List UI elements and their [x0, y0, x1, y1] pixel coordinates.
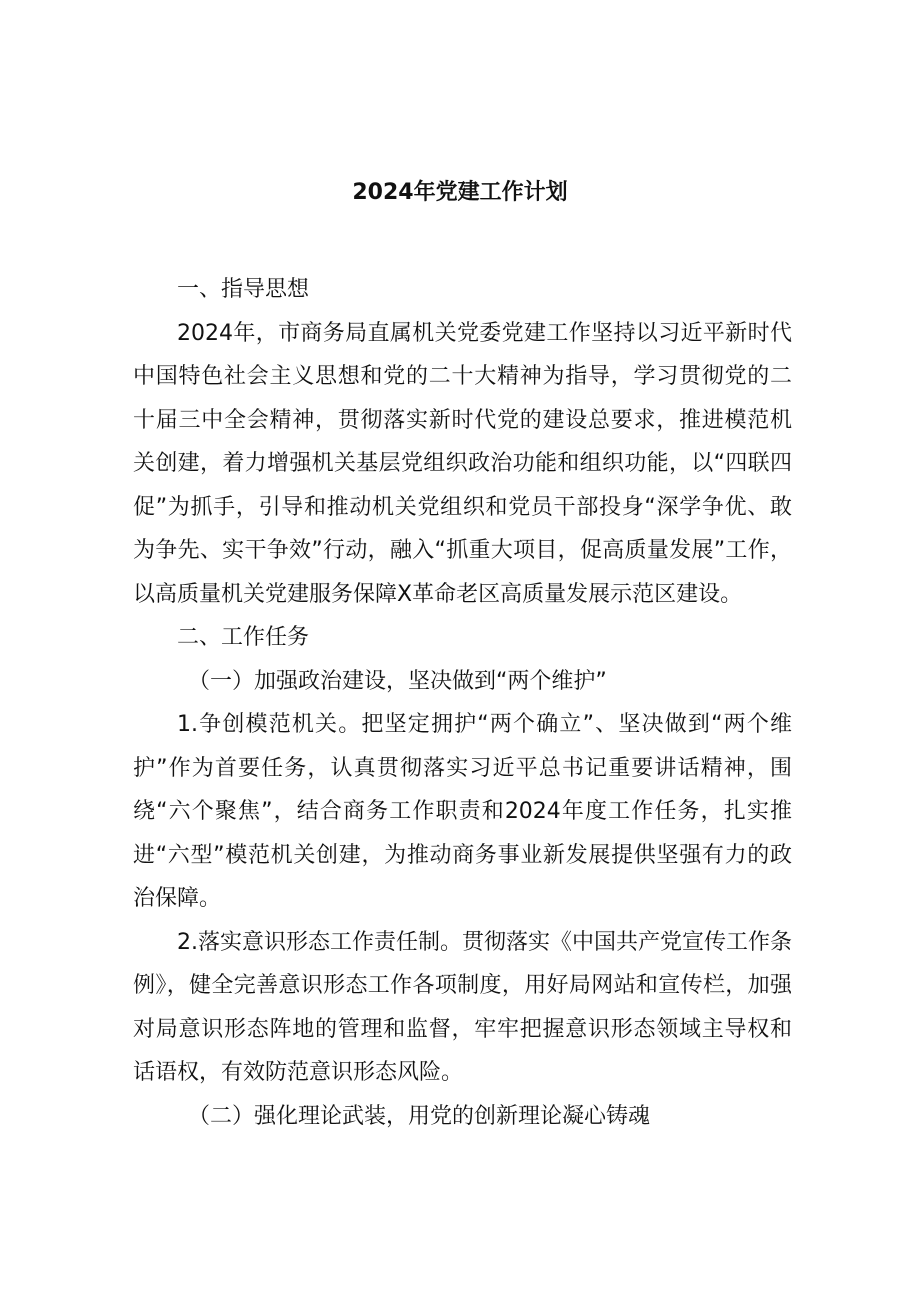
paragraph-model-organ: 1.争创模范机关。把坚定拥护“两个确立”、坚决做到“两个维护”作为首要任务，认真贯彻落实习近平总书记重要讲话精神，围绕“六个聚焦”，结合商务工作职责和2024年度工作任务，扎实推进“六型”模范机关创建，为推动商务事业新发展提供坚强有力的政治保障。 — [133, 712, 792, 911]
section-heading-work-tasks: 二、工作任务 — [177, 625, 310, 650]
subsection-heading-political-building: （一）加强政治建设，坚决做到“两个维护” — [188, 668, 607, 694]
document-title: 2024年党建工作计划 — [352, 180, 568, 205]
paragraph-ideology-responsibility: 2.落实意识形态工作责任制。贯彻落实《中国共产党宣传工作条例》，健全完善意识形态工作各项制度，用好局网站和宣传栏，加强对局意识形态阵地的管理和监督，牢牢把握意识形态领域主导权和话语权，有效防范意识形态风险。 — [133, 929, 792, 1085]
section-heading-guiding-ideology: 一、指导思想 — [177, 277, 310, 302]
paragraph-guiding-ideology: 2024年，市商务局直属机关党委党建工作坚持以习近平新时代中国特色社会主义思想和党的二十大精神为指导，学习贯彻党的二十届三中全会精神，贯彻落实新时代党的建设总要求，推进模范机关创建，着力增强机关基层党组织政治功能和组织功能，以“四联四促”为抓手，引导和推动机关党组织和党员干部投身“深学争优、敢为争先、实干争效”行动，融入“抓重大项目，促高质量发展”工作，以高质量机关党建服务保障X革命老区高质量发展示范区建设。 — [133, 320, 792, 607]
document-body — [133, 268, 792, 1138]
subsection-heading-theory-arming: （二）强化理论武装，用党的创新理论凝心铸魂 — [188, 1103, 651, 1129]
